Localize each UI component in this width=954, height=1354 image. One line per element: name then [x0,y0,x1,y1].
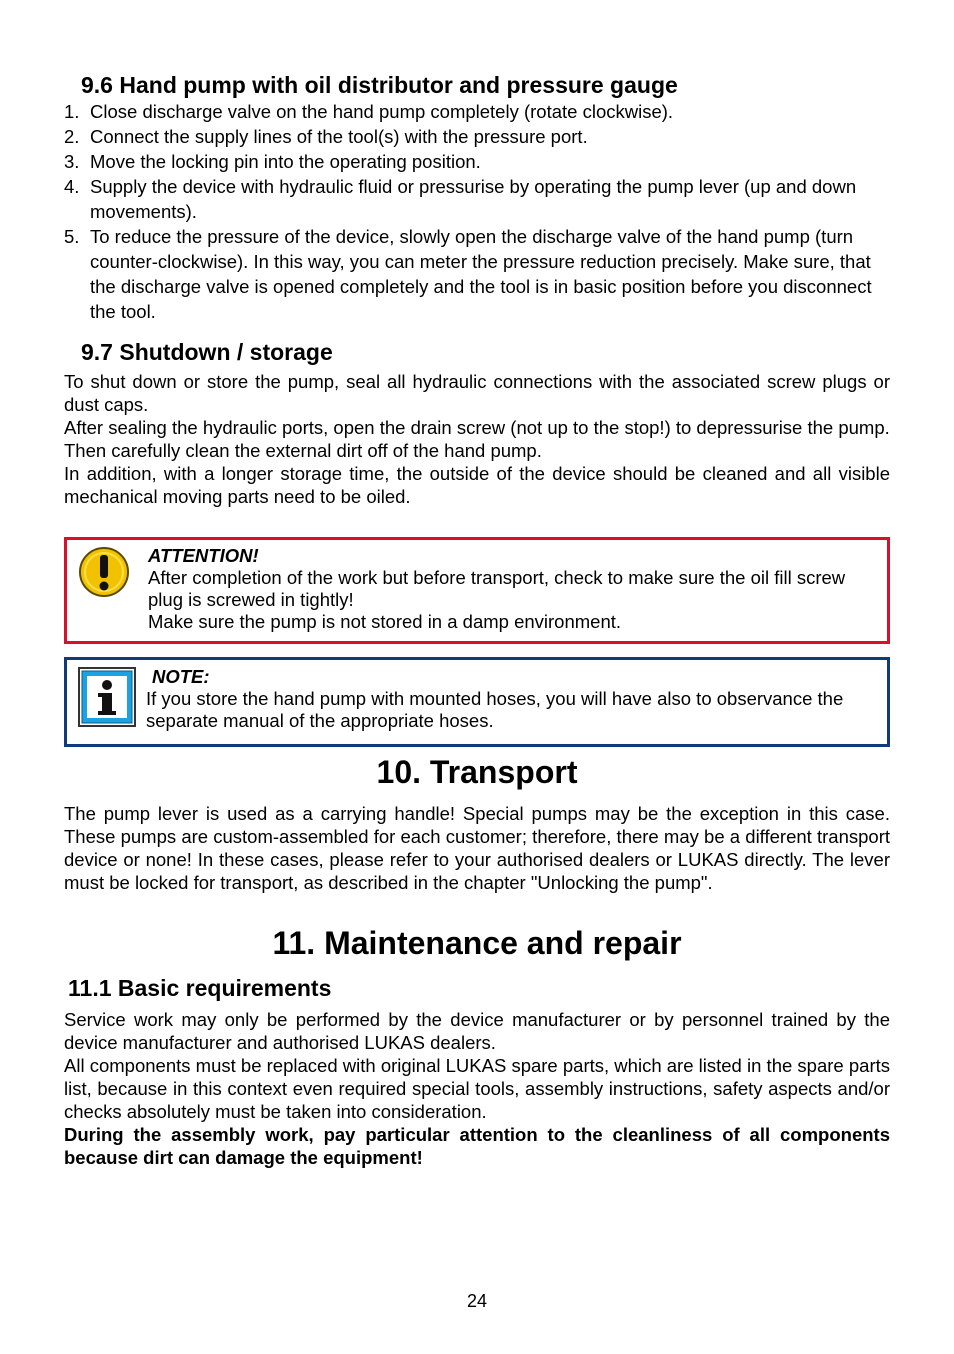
note-title: NOTE: [152,666,210,687]
attention-title: ATTENTION! [148,545,259,566]
note-box [64,657,890,747]
chapter-title-transport: 10. Transport [376,754,578,790]
step-text: Connect the supply lines of the tool(s) with the pressure port. [90,126,588,147]
requirements-text [64,1008,890,1169]
storage-text [64,370,890,508]
step-text: To reduce the pressure of the device, slowly open the discharge valve of the hand pump (turn counter-clockwise). In this way, you can meter the pressure reduction precisely. Make sure, that the discharge valve is opened completely and the tool is in basic position before you disconnect the tool. [90,226,872,322]
step-number: 5. [64,226,80,247]
step-number: 1. [64,101,80,122]
attention-box [64,537,890,644]
transport-text: The pump lever is used as a carrying handle! Special pumps may be the exception in this case. These pumps are custom-assembled for each customer; therefore, there may be a different transport device or none! In these cases, please refer to your authorised dealers or LUKAS directly. The lever must be locked for transport, as described in the chapter "Unlocking the pump". [64,803,890,893]
attention-line: Make sure the pump is not stored in a damp environment. [148,611,622,632]
step-text: Move the locking pin into the operating position. [90,151,481,172]
step-number: 4. [64,176,80,197]
paragraph: All components must be replaced with original LUKAS spare parts, which are listed in the spare parts list, because in this context even required special tools, assembly instructions, safety aspects and/or checks absolutely must be taken into consideration. [64,1055,890,1122]
step-number: 2. [64,126,80,147]
info-icon [78,667,136,732]
paragraph: After sealing the hydraulic ports, open the drain screw (not up to the stop!) to depressurise the pump. [64,417,890,438]
section-title-9-6: 9.6 Hand pump with oil distributor and pressure gauge [81,72,678,98]
list-item [64,99,890,124]
paragraph: In addition, with a longer storage time, the outside of the device should be cleaned and all visible mechanical moving parts need to be oiled. [64,463,890,507]
list-item [64,124,890,149]
step-text: Supply the device with hydraulic fluid or pressurise by operating the pump lever (up and down movements). [90,176,857,222]
paragraph: To shut down or store the pump, seal all hydraulic connections with the associated screw plugs or dust caps. [64,371,890,415]
chapter-title-maintenance: 11. Maintenance and repair [272,925,682,961]
paragraph: Then carefully clean the external dirt off of the hand pump. [64,440,542,461]
section-title-11-1: 11.1 Basic requirements [68,975,332,1001]
list-item [64,224,890,324]
attention-line: After completion of the work but before transport, check to make sure the oil fill screw plug is screwed in tightly! [148,567,846,610]
page-number: 24 [466,1291,488,1311]
note-text: If you store the hand pump with mounted hoses, you will have also to observance the separate manual of the appropriate hoses. [146,688,844,731]
steps-list [64,99,890,324]
step-number: 3. [64,151,80,172]
list-item [64,149,890,174]
section-title-9-7: 9.7 Shutdown / storage [81,339,333,365]
paragraph-emphasis: During the assembly work, pay particular attention to the cleanliness of all components because dirt can damage the equipment! [64,1124,890,1168]
warning-exclamation-icon [78,546,130,603]
list-item [64,174,890,224]
paragraph: Service work may only be performed by the device manufacturer or by personnel trained by the device manufacturer and authorised LUKAS dealers. [64,1009,890,1053]
step-text: Close discharge valve on the hand pump completely (rotate clockwise). [90,101,674,122]
